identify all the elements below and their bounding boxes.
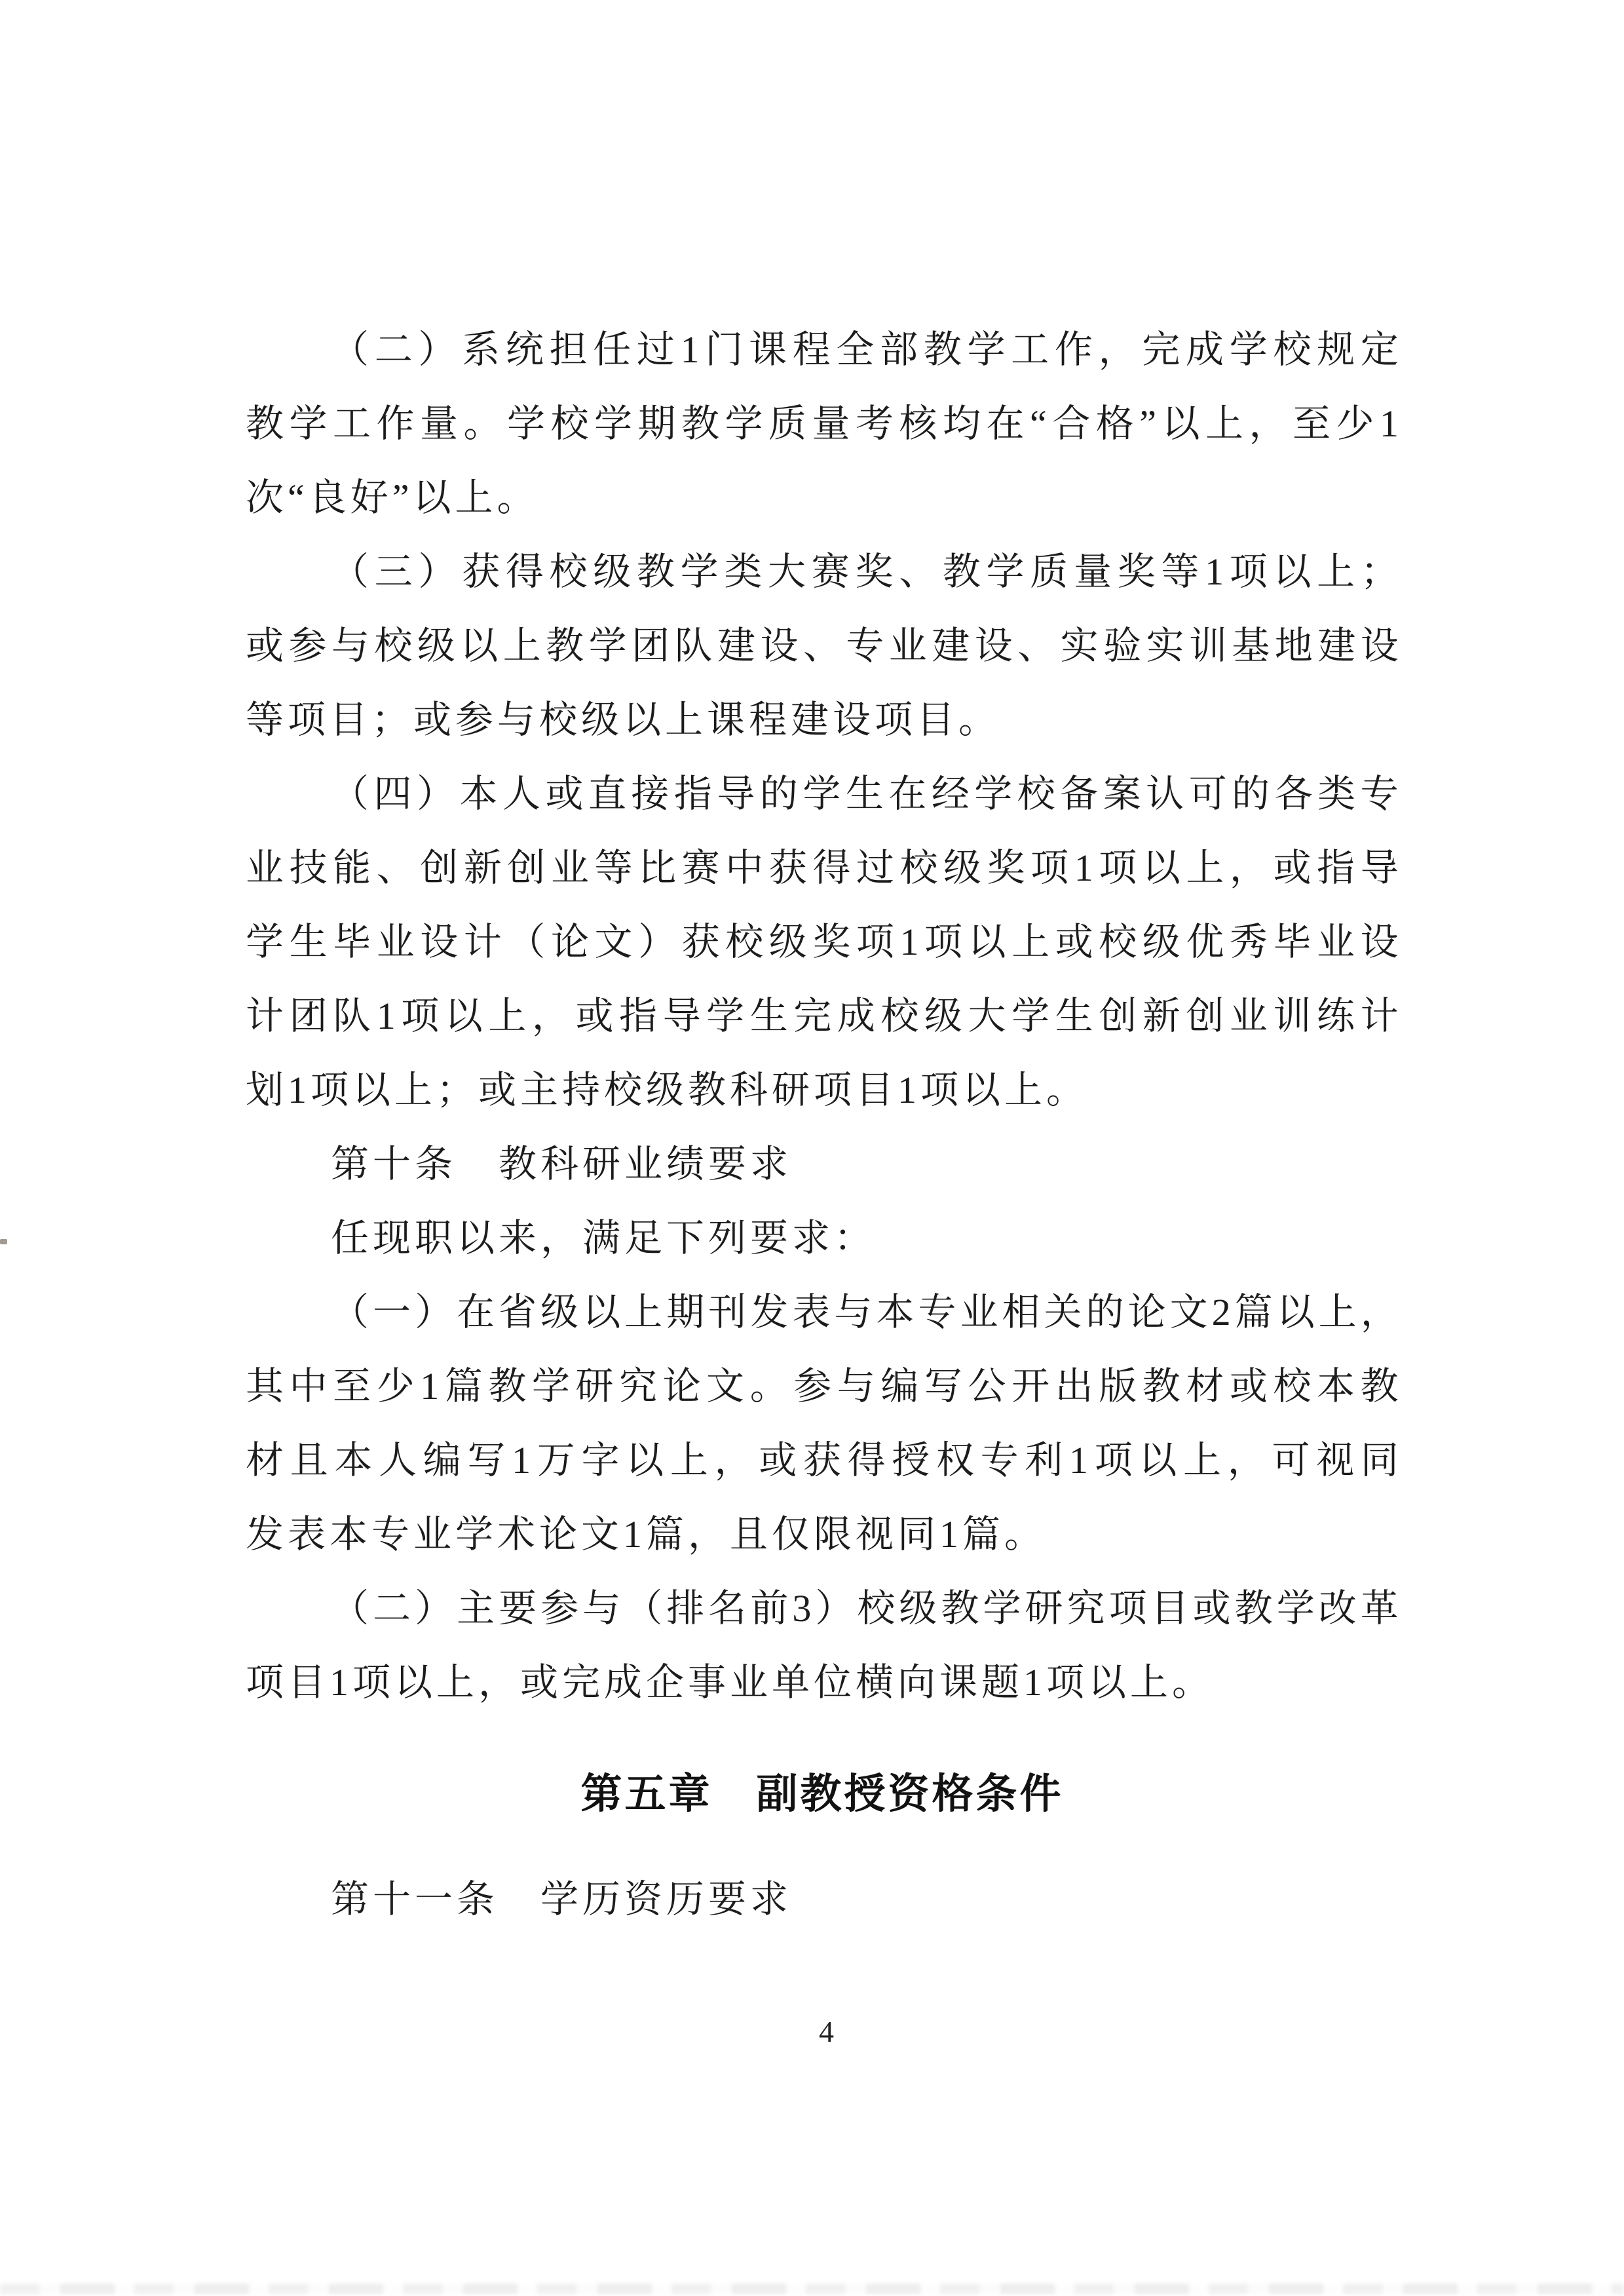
text-line: 材 且 本 人 编 写 1 万 字 以 上 ， 或 获 得 授 权 专 利 1 项 以 上 ， 可 视 同 <box>246 1439 1399 1482</box>
text-line: （ 四 ） 本 人 或 直 接 指 导 的 学 生 在 经 学 校 备 案 认 可 的 各 类 专 <box>331 773 1399 815</box>
scan-artifact-bottom-band <box>0 2284 1624 2294</box>
text-line: 业 技 能 、 创 新 创 业 等 比 赛 中 获 得 过 校 级 奖 项 1 项 以 上 ， 或 指 导 <box>246 847 1399 889</box>
text-line: 教 学 工 作 量 。 学 校 学 期 教 学 质 量 考 核 均 在 “ 合 格 ” 以 上 ， 至 少 1 <box>246 402 1399 445</box>
text-line: 等项目；或参与校级以上课程建设项目。 <box>246 698 1001 741</box>
text-line: 第十条 教科研业绩要求 <box>331 1143 793 1185</box>
scan-artifact-left-dash <box>0 1239 7 1244</box>
text-line: 任现职以来，满足下列要求： <box>331 1217 877 1259</box>
text-line: 次“良好”以上。 <box>246 476 539 519</box>
chapter-heading: 第五章 副教授资格条件 <box>580 1771 1064 1817</box>
text-line: （ 一 ） 在 省 级 以 上 期 刊 发 表 与 本 专 业 相 关 的 论 文 2 篇 以 上 ， <box>331 1291 1399 1333</box>
page-number: 4 <box>819 2015 834 2048</box>
text-line: 第十一条 学历资历要求 <box>331 1878 793 1921</box>
text-line: （ 三 ） 获 得 校 级 教 学 类 大 赛 奖 、 教 学 质 量 奖 等 1 项 以 上 ； <box>331 550 1399 593</box>
text-line: 发表本专业学术论文1篇，且仅限视同1篇。 <box>246 1513 1047 1556</box>
document-text <box>246 313 1399 1936</box>
text-line: 划1项以上；或主持校级教科研项目1项以上。 <box>246 1069 1089 1111</box>
text-line: （ 二 ） 系 统 担 任 过 1 门 课 程 全 部 教 学 工 作 ， 完 成 学 校 规 定 <box>331 328 1399 371</box>
text-line: 学 生 毕 业 设 计 （ 论 文 ） 获 校 级 奖 项 1 项 以 上 或 校 级 优 秀 毕 业 设 <box>246 921 1399 963</box>
text-line: 计 团 队 1 项 以 上 ， 或 指 导 学 生 完 成 校 级 大 学 生 创 新 创 业 训 练 计 <box>246 995 1399 1037</box>
text-line: 或 参 与 校 级 以 上 教 学 团 队 建 设 、 专 业 建 设 、 实 验 实 训 基 地 建 设 <box>246 624 1399 667</box>
text-line: （ 二 ） 主 要 参 与 （ 排 名 前 3 ） 校 级 教 学 研 究 项 目 或 教 学 改 革 <box>331 1587 1399 1630</box>
text-line: 其 中 至 少 1 篇 教 学 研 究 论 文 。 参 与 编 写 公 开 出 版 教 材 或 校 本 教 <box>246 1365 1399 1407</box>
text-line: 项目1项以上，或完成企事业单位横向课题1项以上。 <box>246 1661 1215 1704</box>
